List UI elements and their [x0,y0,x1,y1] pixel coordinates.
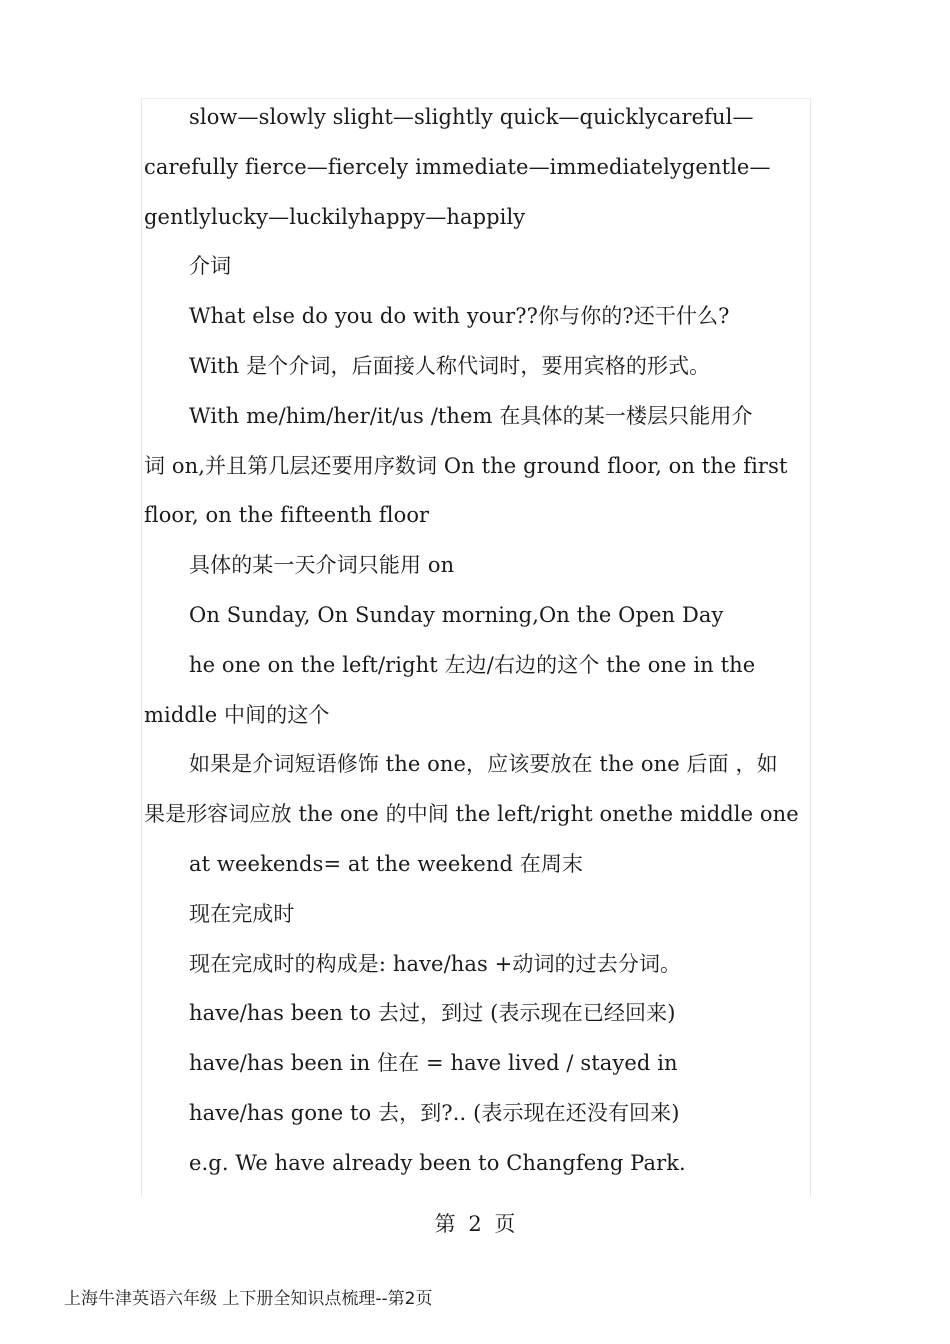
text-line: carefully fierce—fiercely immediate—immediatelygentle— [144,154,771,179]
text-line: 词 on,并且第几层还要用序数词 On the ground floor, on the first [144,453,788,478]
text-line: On Sunday, On Sunday morning,On the Open Day [189,602,724,627]
text-line: 果是形容词应放 the one 的中间 the left/right onethe middle one [144,802,799,827]
text-line: have/has been in 住在 = have lived / stayed in [189,1051,678,1076]
text-line: With me/him/her/it/us /them 在具体的某一楼层只能用介 [189,403,753,428]
page-number: 第 2 页 [434,1212,516,1236]
text-line: at weekends= at the weekend 在周末 [189,851,584,876]
text-line: slow—slowly slight—slightly quick—quicklycareful— [189,105,754,129]
text-line: have/has been to 去过，到过 (表示现在已经回来) [189,1001,676,1026]
text-line: gentlylucky—luckilyhappy—happily [144,204,526,229]
text-line: 具体的某一天介词只能用 on [189,553,455,578]
document-title-footer: 上海牛津英语六年级 上下册全知识点梳理--第2页 [64,1289,433,1309]
section-heading: 介词 [189,254,232,279]
text-line: middle 中间的这个 [144,702,330,727]
text-line: 现在完成时的构成是: have/has +动词的过去分词。 [189,951,682,976]
section-heading: 现在完成时 [189,901,295,926]
text-line: have/has gone to 去，到?.. (表示现在还没有回来) [189,1100,680,1125]
document-body [144,93,834,1189]
text-line: floor, on the fifteenth floor [144,503,430,528]
text-line: 如果是介词短语修饰 the one，应该要放在 the one 后面 ，如 [189,752,778,777]
text-line: he one on the left/right 左边/右边的这个 the one in the [189,652,756,677]
text-line: e.g. We have already been to Changfeng Park. [189,1150,686,1175]
text-line: With 是个介词，后面接人称代词时，要用宾格的形式。 [189,353,711,378]
text-line: What else do you do with your??你与你的?还干什么? [189,304,730,329]
